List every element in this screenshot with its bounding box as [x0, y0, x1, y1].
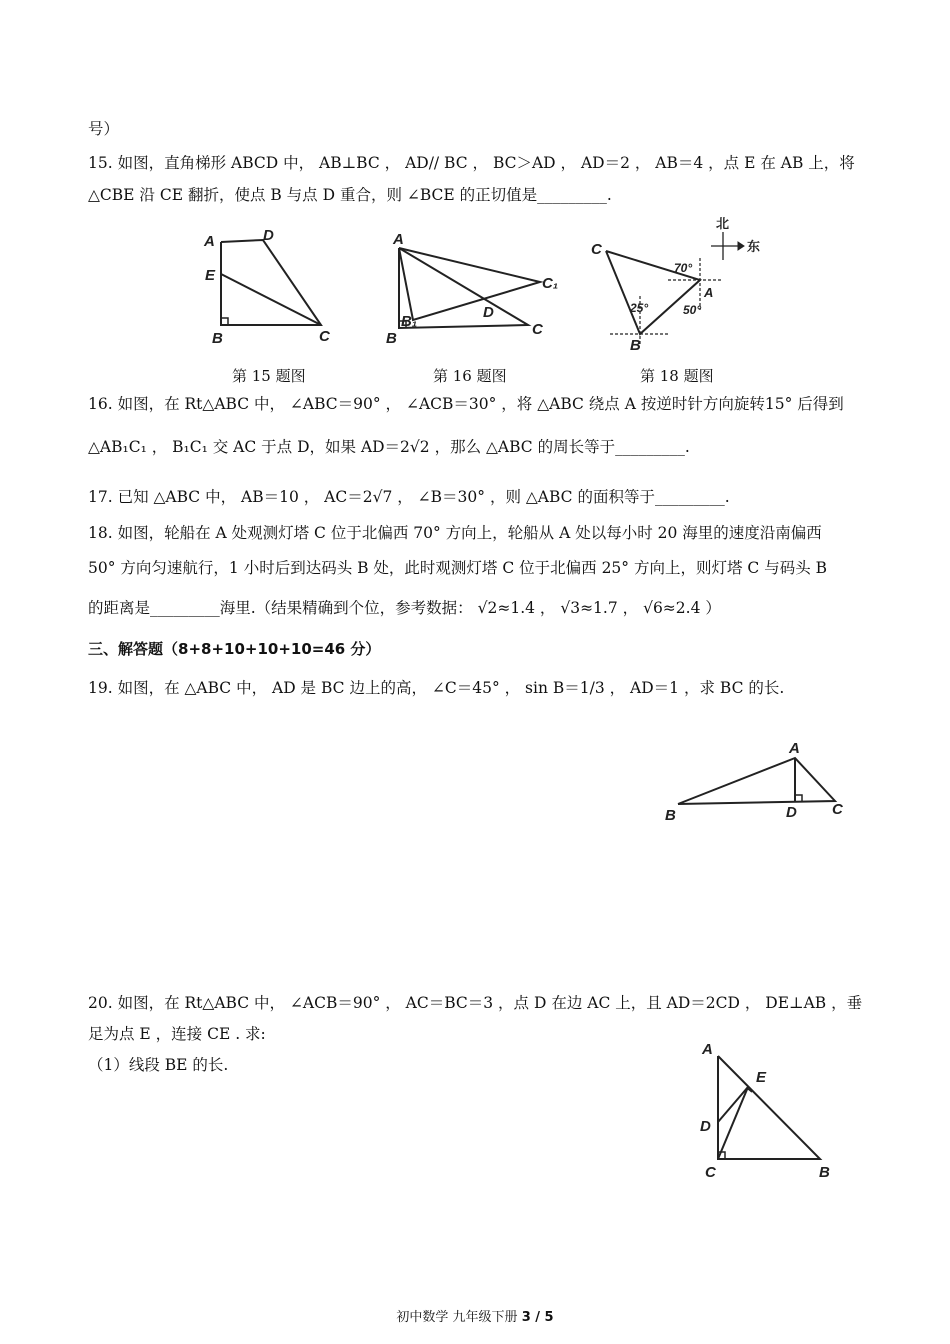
- label-d: D: [700, 1118, 711, 1135]
- triangle-ab1c1: [399, 248, 540, 320]
- question-18-line-1: 18. 如图，轮船在 A 处观测灯塔 C 位于北偏西 70° 方向上，轮船从 A 处以每小时 20 海里的速度沿南偏西: [88, 524, 822, 542]
- label-a: A: [789, 740, 800, 757]
- question-18-line-3: 的距离是_________海里.（结果精确到个位，参考数据： √2≈1.4 ， √3≈1.7 ， √6≈2.4 ）: [88, 599, 721, 617]
- label-a: A: [704, 285, 714, 300]
- label-b: B: [386, 330, 397, 347]
- page-footer: [0, 1306, 950, 1325]
- question-15-line-1: 15. 如图，直角梯形 ABCD 中， AB⊥BC ， AD// BC ， BC＞AD ， AD＝2 ， AB＝4 ，点 E 在 AB 上，将: [88, 154, 855, 172]
- label-b: B: [665, 807, 676, 824]
- label-c: C: [832, 801, 843, 818]
- label-d: D: [786, 804, 797, 821]
- caption-fig-18: 第 18 题图: [640, 367, 714, 385]
- label-b: B: [630, 337, 641, 354]
- label-north: 北: [716, 216, 730, 231]
- text-line: 号）: [88, 120, 120, 138]
- question-16-line-2: △AB₁C₁ ， B₁C₁ 交 AC 于点 D，如果 AD＝2√2 ，那么 △ABC 的周长等于_________.: [88, 438, 690, 456]
- question-20-line-1: 20. 如图，在 Rt△ABC 中， ∠ACB＝90° ， AC＝BC＝3 ，点 D 在边 AC 上，且 AD＝2CD ， DE⊥AB ，垂: [88, 994, 863, 1012]
- label-c: C: [532, 321, 543, 338]
- question-19: 19. 如图，在 △ABC 中， AD 是 BC 边上的高， ∠C＝45° ， sin B＝1/3 ， AD＝1 ，求 BC 的长.: [88, 679, 785, 697]
- question-20-part-1: （1）线段 BE 的长.: [88, 1056, 229, 1074]
- label-c: C: [319, 328, 330, 345]
- question-16-line-1: 16. 如图，在 Rt△ABC 中， ∠ABC＝90° ， ∠ACB＝30° ，将 △ABC 绕点 A 按逆时针方向旋转15° 后得到: [88, 395, 844, 413]
- label-b: B: [819, 1164, 830, 1181]
- label-c1: C₁: [542, 275, 559, 292]
- label-e: E: [756, 1069, 767, 1086]
- segment-ec: [221, 274, 321, 325]
- question-17: 17. 已知 △ABC 中， AB＝10 ， AC＝2√7 ， ∠B＝30° ，则 △ABC 的面积等于_________.: [88, 488, 730, 506]
- page-number: 3 / 5: [521, 1310, 554, 1325]
- label-a: A: [393, 231, 404, 248]
- label-b: B: [212, 330, 223, 347]
- figure-16: [383, 228, 573, 358]
- question-15-line-2: △CBE 沿 CE 翻折，使点 B 与点 D 重合，则 ∠BCE 的正切值是_________.: [88, 186, 612, 204]
- label-d: D: [263, 227, 274, 244]
- caption-fig-16: 第 16 题图: [433, 367, 507, 385]
- label-c: C: [705, 1164, 716, 1181]
- right-angle-mark: [221, 318, 228, 325]
- figure-18: [588, 214, 778, 354]
- caption-fig-15: 第 15 题图: [232, 367, 306, 385]
- angle-25: 25°: [630, 301, 649, 315]
- label-d: D: [483, 304, 494, 321]
- footer-title: 初中数学 九年级下册: [396, 1310, 518, 1325]
- figure-15: [195, 222, 345, 352]
- label-a: A: [702, 1041, 713, 1058]
- triangle-abc: [399, 248, 528, 328]
- question-20-line-2: 足为点 E ，连接 CE . 求:: [88, 1025, 266, 1043]
- label-a: A: [204, 233, 215, 250]
- triangle-abc: [678, 758, 835, 804]
- figure-20: [692, 1036, 852, 1186]
- label-east: 东: [747, 239, 761, 254]
- label-c: C: [591, 241, 602, 258]
- angle-70: 70°: [674, 261, 693, 275]
- angle-50: 50°: [683, 303, 702, 317]
- triangle-acb: [718, 1056, 820, 1159]
- compass-arrow: [738, 242, 744, 250]
- label-b1: B₁: [401, 313, 418, 330]
- segment-ce: [718, 1087, 748, 1159]
- label-e: E: [205, 267, 216, 284]
- figure-19: [660, 738, 860, 828]
- question-18-line-2: 50° 方向匀速航行，1 小时后到达码头 B 处，此时观测灯塔 C 位于北偏西 25° 方向上，则灯塔 C 与码头 B: [88, 559, 828, 577]
- section-3-heading: 三、解答题（8+8+10+10+10=46 分）: [88, 640, 381, 658]
